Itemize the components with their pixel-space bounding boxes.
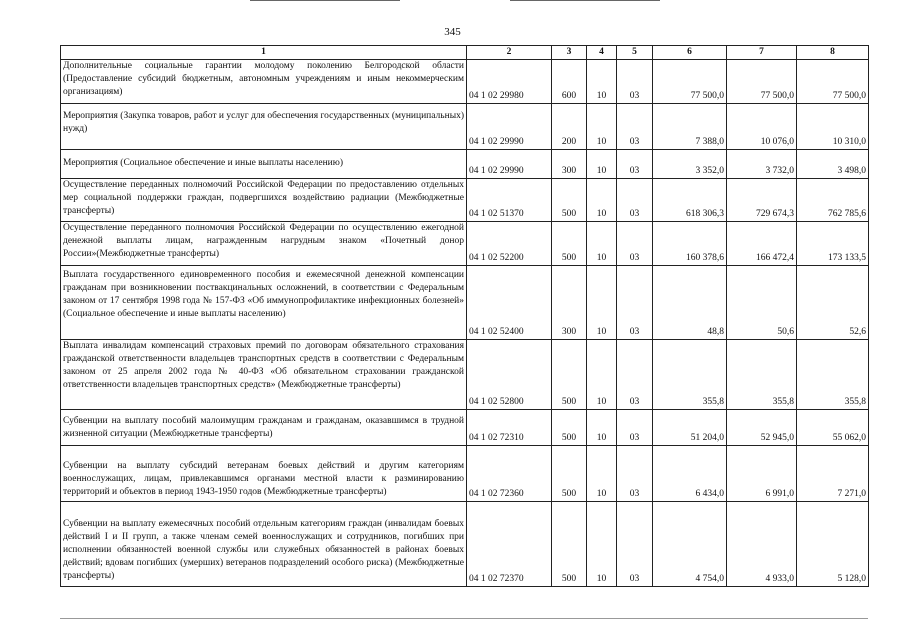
table-row [61,446,869,502]
row-value-6: 6 434,0 [653,446,727,502]
row-col3: 500 [552,502,587,587]
row-col3: 500 [552,222,587,266]
row-value-8: 762 785,6 [797,179,869,222]
row-description: Субвенции на выплату субсидий ветеранам боевых действий и другим категориям военнослужащих, лицам, привлекавшимся органами местной власти к разминированию территорий и объектов в период 1943-1950 годов (Межбюджетные трансферты) [61,446,467,502]
row-value-7: 50,6 [727,266,797,340]
row-col4: 10 [587,340,617,410]
row-description: Субвенции на выплату пособий малоимущим гражданам и гражданам, оказавшимся в трудной жизненной ситуации (Межбюджетные трансферты) [61,410,467,446]
row-col5: 03 [617,502,653,587]
row-value-8: 173 133,5 [797,222,869,266]
row-col3: 300 [552,266,587,340]
row-description: Осуществление переданных полномочий Российской Федерации по предоставлению отдельных мер социальной поддержки граждан, подвергшихся воздействию радиации (Межбюджетные трансферты) [61,179,467,222]
row-value-6: 77 500,0 [653,60,727,104]
row-description: Мероприятия (Социальное обеспечение и иные выплаты населению) [61,150,467,179]
column-header: 5 [617,46,653,60]
row-value-8: 5 128,0 [797,502,869,587]
row-value-8: 355,8 [797,340,869,410]
row-col5: 03 [617,179,653,222]
page-number: 345 [444,26,461,38]
table-row [61,104,869,150]
row-value-7: 729 674,3 [727,179,797,222]
row-col3: 300 [552,150,587,179]
top-rule-left [250,0,400,1]
table-row [61,410,869,446]
column-header: 1 [61,46,467,60]
row-value-7: 52 945,0 [727,410,797,446]
row-col5: 03 [617,222,653,266]
table-row [61,179,869,222]
column-header: 2 [467,46,552,60]
table-row [61,502,869,587]
row-value-8: 77 500,0 [797,60,869,104]
row-value-7: 6 991,0 [727,446,797,502]
column-header: 7 [727,46,797,60]
table-header-row [61,46,869,60]
row-col5: 03 [617,150,653,179]
bottom-rule [60,618,868,619]
column-header: 3 [552,46,587,60]
row-col4: 10 [587,502,617,587]
row-value-7: 77 500,0 [727,60,797,104]
row-description: Выплата государственного единовременного пособия и ежемесячной денежной компенсации гражданам при возникновении поствакцинальных осложнений, в соответствии с Федеральным законом от 17 сентября 1998 года № 157-ФЗ «Об иммунопрофилактике инфекционных болезней» (Социальное обеспечение и иные выплаты населению) [61,266,467,340]
row-description: Дополнительные социальные гарантии молодому поколению Белгородской области (Предоставление субсидий бюджетным, автономным учреждениям и иным некоммерческим организациям) [61,60,467,104]
row-col4: 10 [587,410,617,446]
row-code: 04 1 02 29990 [467,104,552,150]
row-col4: 10 [587,150,617,179]
row-col4: 10 [587,60,617,104]
row-col5: 03 [617,446,653,502]
row-col3: 500 [552,410,587,446]
row-value-7: 166 472,4 [727,222,797,266]
table-row [61,340,869,410]
row-description: Субвенции на выплату ежемесячных пособий отдельным категориям граждан (инвалидам боевых действий I и II групп, а также членам семей военнослужащих и сотрудников, погибших при исполнении обязанностей военной службы или служебных обязанностей в районах боевых действий; вдовам погибших (умерших) ветеранов подразделений особого риска) (Межбюджетные трансферты) [61,502,467,587]
row-code: 04 1 02 29980 [467,60,552,104]
row-value-7: 4 933,0 [727,502,797,587]
row-description: Выплата инвалидам компенсаций страховых премий по договорам обязательного страхования гражданской ответственности владельцев транспортных средств в соответствии с Федеральным законом от 25 апреля 2002 года № 40-ФЗ «Об обязательном страховании гражданской ответственности владельцев транспортных средств» (Межбюджетные трансферты) [61,340,467,410]
row-col4: 10 [587,266,617,340]
row-value-8: 10 310,0 [797,104,869,150]
row-value-6: 355,8 [653,340,727,410]
row-value-6: 48,8 [653,266,727,340]
row-code: 04 1 02 51370 [467,179,552,222]
row-value-6: 618 306,3 [653,179,727,222]
row-col3: 500 [552,179,587,222]
row-value-7: 3 732,0 [727,150,797,179]
row-col5: 03 [617,266,653,340]
row-value-8: 3 498,0 [797,150,869,179]
row-col3: 600 [552,60,587,104]
row-col5: 03 [617,104,653,150]
row-value-6: 3 352,0 [653,150,727,179]
row-col5: 03 [617,410,653,446]
row-value-7: 10 076,0 [727,104,797,150]
row-col4: 10 [587,179,617,222]
row-description: Осуществление переданного полномочия Российской Федерации по осуществлению ежегодной денежной выплаты лицам, награжденным нагрудным знаком «Почетный донор России»(Межбюджетные трансферты) [61,222,467,266]
table-row [61,60,869,104]
row-code: 04 1 02 52400 [467,266,552,340]
row-col4: 10 [587,446,617,502]
top-rule-right [510,0,660,1]
row-col3: 200 [552,104,587,150]
row-value-6: 4 754,0 [653,502,727,587]
table-row [61,266,869,340]
column-header: 6 [653,46,727,60]
row-col3: 500 [552,446,587,502]
row-value-8: 55 062,0 [797,410,869,446]
row-description: Мероприятия (Закупка товаров, работ и услуг для обеспечения государственных (муниципальных) нужд) [61,104,467,150]
column-header: 8 [797,46,869,60]
column-header: 4 [587,46,617,60]
row-code: 04 1 02 72310 [467,410,552,446]
row-code: 04 1 02 52800 [467,340,552,410]
row-code: 04 1 02 72370 [467,502,552,587]
row-col4: 10 [587,222,617,266]
row-value-6: 7 388,0 [653,104,727,150]
row-code: 04 1 02 72360 [467,446,552,502]
row-col5: 03 [617,340,653,410]
row-code: 04 1 02 52200 [467,222,552,266]
table-row [61,150,869,179]
row-col4: 10 [587,104,617,150]
row-value-6: 51 204,0 [653,410,727,446]
row-col5: 03 [617,60,653,104]
row-value-6: 160 378,6 [653,222,727,266]
row-value-7: 355,8 [727,340,797,410]
row-value-8: 52,6 [797,266,869,340]
row-code: 04 1 02 29990 [467,150,552,179]
table-row [61,222,869,266]
budget-table [60,45,869,587]
row-value-8: 7 271,0 [797,446,869,502]
row-col3: 500 [552,340,587,410]
